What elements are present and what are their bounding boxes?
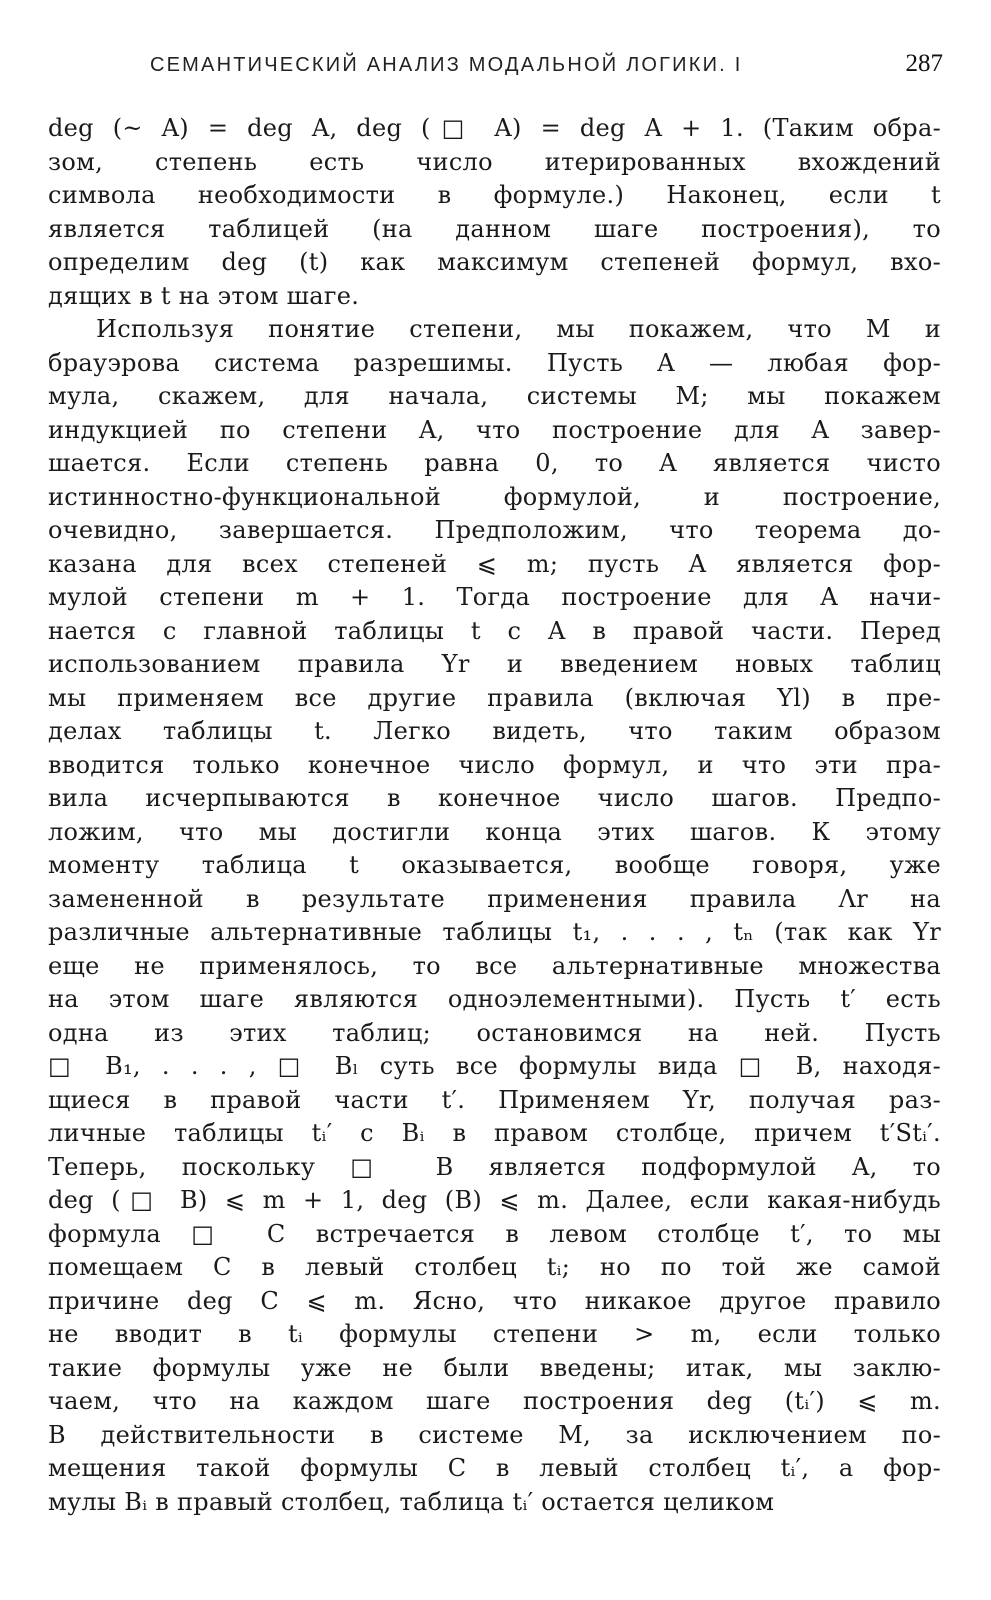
paragraph <box>48 112 941 313</box>
text-line: использованием правила Yr и введением новых таблиц <box>48 650 941 678</box>
text-line: мы применяем все другие правила (включая Yl) в пре- <box>48 683 941 712</box>
text-line: deg (~ A) = deg A, deg (□ A) = deg A + 1. (Таким обра- <box>48 114 941 142</box>
body-text <box>48 112 941 1519</box>
text-line: щиеся в правой части t′. Применяем Yr, получая раз- <box>48 1085 941 1114</box>
text-line: мулой степени m + 1. Тогда построение для A начи- <box>48 583 941 611</box>
running-title: СЕМАНТИЧЕСКИЙ АНАЛИЗ МОДАЛЬНОЙ ЛОГИКИ. I <box>150 54 743 76</box>
page-number: 287 <box>905 50 943 77</box>
text-line: мулы Bᵢ в правый столбец, таблица tᵢ′ остается целиком <box>48 1487 775 1516</box>
text-line: мещения такой формулы C в левый столбец tᵢ′, а фор- <box>48 1454 941 1482</box>
text-line: делах таблицы t. Легко видеть, что таким образом <box>48 717 941 745</box>
text-line: Теперь, поскольку □ B является подформулой A, то <box>48 1152 941 1181</box>
text-line: еще не применялось, то все альтернативные множества <box>48 951 941 980</box>
text-line: на этом шаге являются одноэлементными). Пусть t′ есть <box>48 985 941 1013</box>
text-line: дящих в t на этом шаге. <box>48 281 360 310</box>
text-line: □ B₁, . . . , □ Bₗ суть все формулы вида □ B, находя- <box>48 1052 941 1080</box>
text-line: не вводит в tᵢ формулы степени > m, если только <box>48 1320 941 1348</box>
text-line: причине deg C ⩽ m. Ясно, что никакое другое правило <box>48 1286 941 1315</box>
text-line: такие формулы уже не были введены; итак, мы заклю- <box>48 1353 941 1382</box>
text-line: В действительности в системе M, за исключением по- <box>48 1420 941 1449</box>
text-line: индукцией по степени A, что построение для A завер- <box>48 415 941 444</box>
text-line: вила исчерпываются в конечное число шагов. Предпо- <box>48 784 941 812</box>
text-line: помещаем C в левый столбец tᵢ; но по той же самой <box>48 1253 941 1281</box>
text-line: символа необходимости в формуле.) Наконец, если t <box>48 181 941 209</box>
text-line: истинностно-функциональной формулой, и построение, <box>48 482 941 511</box>
text-line: формула □ C встречается в левом столбце t′, то мы <box>48 1219 941 1248</box>
text-line: различные альтернативные таблицы t₁, . . . , tₙ (так как Yr <box>48 918 941 946</box>
page-header <box>50 50 943 84</box>
text-line: определим deg (t) как максимум степеней формул, вхо- <box>48 248 941 276</box>
text-line: моменту таблица t оказывается, вообще говоря, уже <box>48 851 941 879</box>
text-line: нается с главной таблицы t с A в правой части. Перед <box>48 616 941 645</box>
text-line: вводится только конечное число формул, и что эти пра- <box>48 750 941 779</box>
text-line: одна из этих таблиц; остановимся на ней. Пусть <box>48 1018 941 1047</box>
text-line: чаем, что на каждом шаге построения deg (tᵢ′) ⩽ m. <box>48 1387 941 1415</box>
text-line: казана для всех степеней ⩽ m; пусть A является фор- <box>48 549 941 578</box>
text-line: зом, степень есть число итерированных вхождений <box>48 147 941 176</box>
text-line: deg (□ B) ⩽ m + 1, deg (B) ⩽ m. Далее, если какая-нибудь <box>48 1186 941 1214</box>
text-line: ложим, что мы достигли конца этих шагов. К этому <box>48 817 941 846</box>
paragraph <box>48 313 941 1519</box>
text-line: шается. Если степень равна 0, то A является чисто <box>48 449 941 477</box>
text-line: Используя понятие степени, мы покажем, что M и <box>96 315 941 343</box>
text-line: брауэрова система разрешимы. Пусть A — любая фор- <box>48 348 941 377</box>
text-line: очевидно, завершается. Предположим, что теорема до- <box>48 516 941 544</box>
text-line: личные таблицы tᵢ′ с Bᵢ в правом столбце, причем t′Stᵢ′. <box>48 1119 941 1147</box>
text-line: мула, скажем, для начала, системы M; мы покажем <box>48 382 941 410</box>
text-line: является таблицей (на данном шаге построения), то <box>48 214 941 243</box>
text-line: замененной в результате применения правила Λr на <box>48 884 941 913</box>
